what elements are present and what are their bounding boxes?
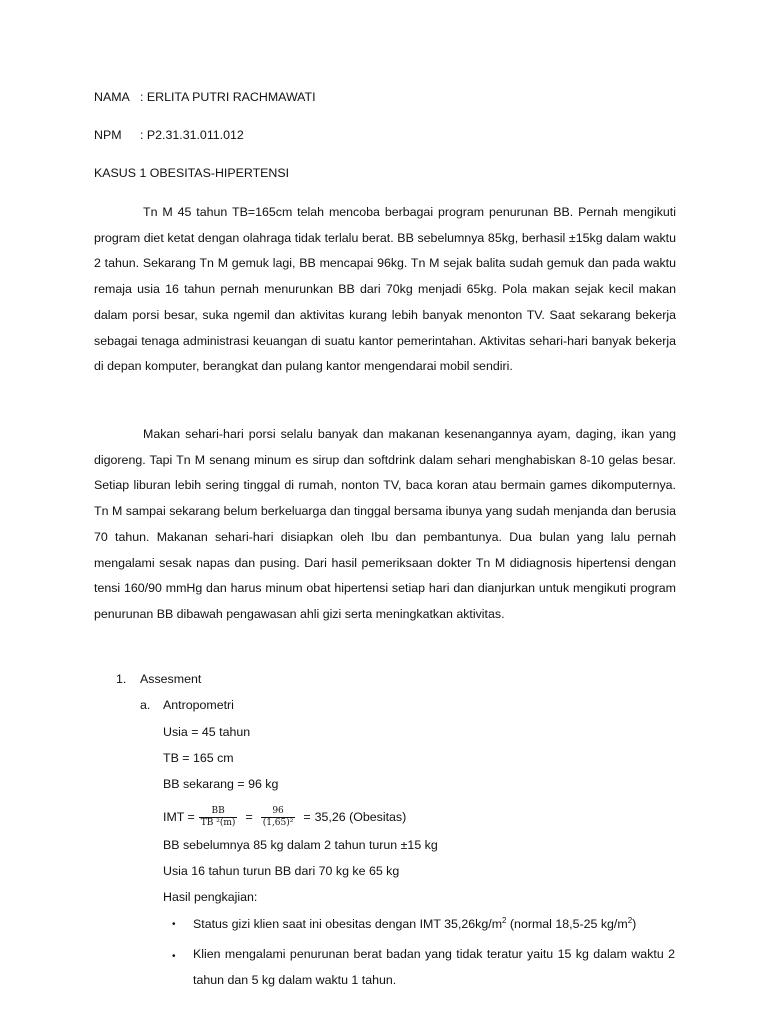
- bullet-item-nutrition-status: [193, 912, 675, 938]
- weight-line: BB sekarang = 96 kg: [163, 777, 279, 791]
- bmi-formula: [163, 800, 406, 834]
- superscript-2: 2: [502, 916, 507, 925]
- age-line: Usia = 45 tahun: [163, 725, 251, 739]
- bmi-fraction-2-numerator: 96: [272, 805, 284, 816]
- subsection-letter: a.: [140, 698, 151, 712]
- section-title: Assesment: [140, 672, 202, 686]
- npm-label: NPM: [94, 128, 122, 142]
- height-line: TB = 165 cm: [163, 751, 234, 765]
- bullet-1-text-a: Status gizi klien saat ini obesitas dengan IMT 35,26kg/m: [193, 917, 503, 931]
- paragraph-2: Makan sehari-hari porsi selalu banyak dan makanan kesenangannya ayam, daging, ikan yang digoreng. Tapi Tn M senang minum es sirup dan softdrink dalam sehari menghabiskan 8-10 gelas besar. Setiap liburan lebih sering tinggal di rumah, nonton TV, baca koran atau bermain games dikomputernya. Tn M sampai sekarang belum berkeluarga dan tinggal bersama ibunya yang sudah menjanda dan berusia 70 tahun. Makanan sehari-hari disiapkan oleh Ibu dan pembantunya. Dua bulan yang lalu pernah mengalami sesak napas dan pusing. Dari hasil pemeriksaan dokter Tn M didiagnosis hipertensi dengan tensi 160/90 mmHg dan harus minum obat hipertensi setiap hari dan dianjurkan untuk mengikuti program penurunan BB dibawah pengawasan ahli gizi serta meningkatkan aktivitas.: [94, 427, 676, 621]
- bmi-fraction-1-numerator: BB: [211, 805, 225, 816]
- bullet-1-text-b: (normal 18,5-25 kg/m: [506, 917, 628, 931]
- name-value: : ERLITA PUTRI RACHMAWATI: [140, 90, 316, 104]
- bmi-fraction-1: [199, 806, 238, 829]
- age16-line: Usia 16 tahun turun BB dari 70 kg ke 65 kg: [163, 864, 400, 878]
- bmi-label: IMT =: [163, 810, 195, 824]
- equals-sign-2: =: [303, 810, 311, 824]
- bmi-fraction-2: [261, 806, 296, 829]
- bullet-icon: •: [172, 951, 176, 962]
- case-title: KASUS 1 OBESITAS-HIPERTENSI: [94, 166, 290, 180]
- paragraph-1: Tn M 45 tahun TB=165cm telah mencoba berbagai program penurunan BB. Pernah mengikuti program diet ketat dengan olahraga tidak terlalu berat. BB sebelumnya 85kg, berhasil ±15kg dalam waktu 2 tahun. Sekarang Tn M gemuk lagi, BB mencapai 96kg. Tn M sejak balita sudah gemuk dan pada waktu remaja usia 16 tahun pernah menurunkan BB dari 70kg menjadi 65kg. Pola makan sejak kecil makan dalam porsi besar, suka ngemil dan aktivitas kurang lebih banyak menonton TV. Saat sekarang bekerja sebagai tenaga administrasi keuangan di suatu kantor pemerintahan. Aktivitas sehari-hari banyak bekerja di depan komputer, berangkat dan pulang kantor mengendarai mobil sendiri.: [94, 205, 676, 374]
- section-number: 1.: [116, 672, 127, 686]
- bmi-fraction-2-denominator: (1,65)²: [262, 817, 294, 828]
- name-label: NAMA: [94, 90, 130, 104]
- npm-value: : P2.31.31.011.012: [140, 128, 244, 142]
- previous-weight-line: BB sebelumnya 85 kg dalam 2 tahun turun ±15 kg: [163, 838, 438, 852]
- bmi-result: 35,26 (Obesitas): [314, 810, 407, 824]
- equals-sign: =: [245, 810, 253, 824]
- bullet-1-text-c: ): [632, 917, 637, 931]
- subsection-title: Antropometri: [163, 698, 234, 712]
- bmi-fraction-1-denominator: TB ²(m): [200, 817, 236, 828]
- assessment-result-heading: Hasil pengkajian:: [163, 890, 258, 904]
- superscript-2b: 2: [627, 916, 633, 925]
- bullet-icon: •: [172, 919, 176, 930]
- npm-row: [94, 128, 244, 142]
- name-row: [94, 90, 316, 104]
- bullet-item-weight-loss: Klien mengalami penurunan berat badan yang tidak teratur yaitu 15 kg dalam waktu 2 tahun dan 5 kg dalam waktu 1 tahun.: [193, 947, 675, 987]
